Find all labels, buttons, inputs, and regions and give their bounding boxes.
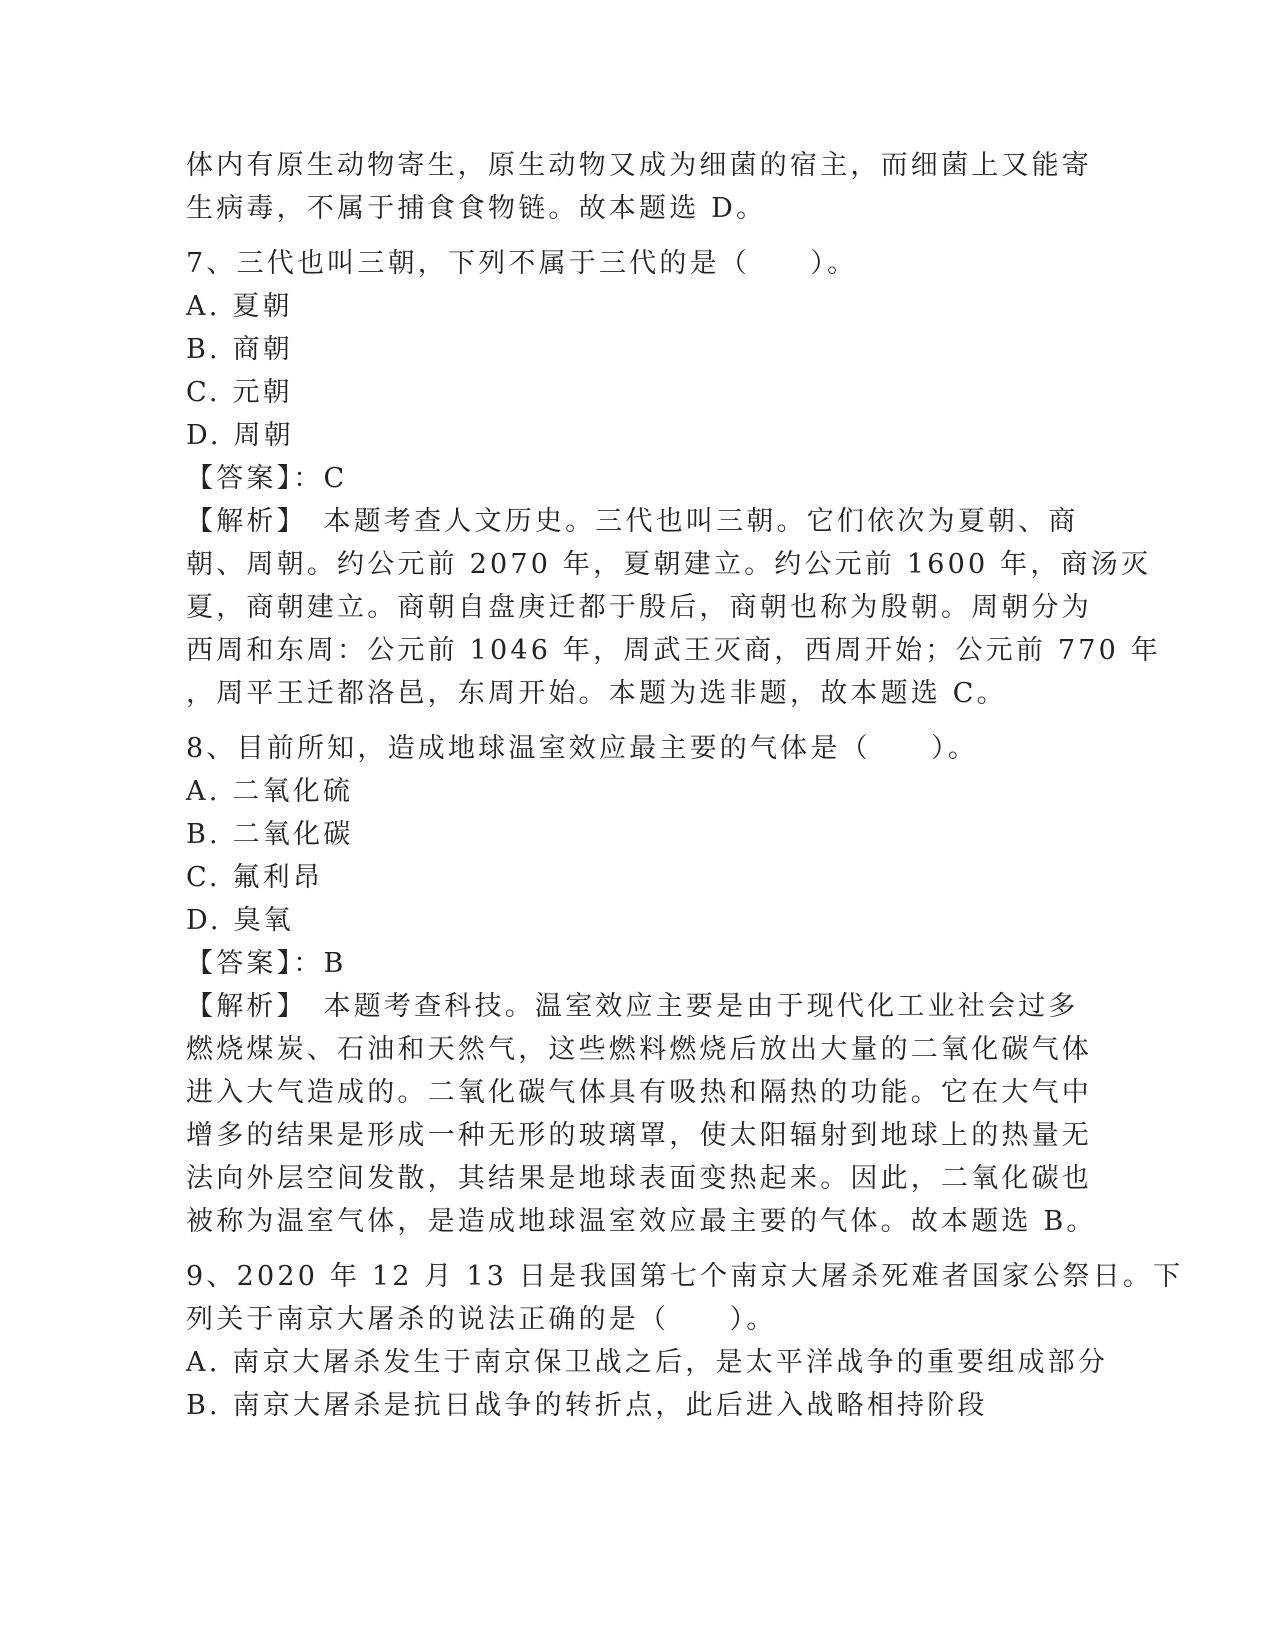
analysis-line: 夏，商朝建立。商朝自盘庚迁都于殷后，商朝也称为殷朝。周朝分为 [186,592,1092,623]
answer-line: 【答案】：B [186,948,347,979]
analysis-line: 增多的结果是形成一种无形的玻璃罩，使太阳辐射到地球上的热量无 [186,1120,1092,1151]
question-8 [186,727,1097,1243]
option-c: C. 氟利昂 [186,862,324,893]
analysis-line: ，周平王迁都洛邑，东周开始。本题为选非题，故本题选 C。 [186,678,1007,709]
option-d: D. 臭氧 [186,905,294,936]
option-a: A. 南京大屠杀发生于南京保卫战之后，是太平洋战争的重要组成部分 [186,1347,1109,1378]
option-b: B. 南京大屠杀是抗日战争的转折点，此后进入战略相持阶段 [186,1390,988,1421]
answer-line: 【答案】：C [186,463,348,494]
previous-analysis-continuation [186,144,1092,230]
analysis [186,985,1097,1243]
question-text: 7、三代也叫三朝，下列不属于三代的是（ ）。 [186,248,858,279]
question-9 [186,1255,1184,1427]
analysis-line: 燃烧煤炭、石油和天然气，这些燃料燃烧后放出大量的二氧化碳气体 [186,1034,1092,1065]
analysis-line: 法向外层空间发散，其结果是地球表面变热起来。因此，二氧化碳也 [186,1163,1092,1194]
question-text: 列关于南京大屠杀的说法正确的是（ ）。 [186,1304,777,1335]
document-page [186,144,1184,1427]
text-line: 生病毒，不属于捕食食物链。故本题选 D。 [186,193,767,224]
option-a: A. 夏朝 [186,291,293,322]
question-7 [186,242,1161,715]
option-d: D. 周朝 [186,420,294,451]
analysis-line: 西周和东周：公元前 1046 年，周武王灭商，西周开始；公元前 770 年 [186,635,1161,666]
question-text: 8、目前所知，造成地球温室效应最主要的气体是（ ）。 [186,733,979,764]
question-text: 9、2020 年 12 月 13 日是我国第七个南京大屠杀死难者国家公祭日。下 [186,1261,1184,1292]
option-a: A. 二氧化硫 [186,776,354,807]
analysis-line: 朝、周朝。约公元前 2070 年，夏朝建立。约公元前 1600 年，商汤灭 [186,549,1152,580]
analysis-line: 【解析】 本题考查人文历史。三代也叫三朝。它们依次为夏朝、商 [186,506,1079,537]
option-b: B. 商朝 [186,334,294,365]
analysis-line: 被称为温室气体，是造成地球温室效应最主要的气体。故本题选 B。 [186,1206,1097,1237]
analysis-line: 【解析】 本题考查科技。温室效应主要是由于现代化工业社会过多 [186,991,1079,1022]
analysis [186,500,1161,715]
option-b: B. 二氧化碳 [186,819,354,850]
analysis-line: 进入大气造成的。二氧化碳气体具有吸热和隔热的功能。它在大气中 [186,1077,1092,1108]
text-line: 体内有原生动物寄生，原生动物又成为细菌的宿主，而细菌上又能寄 [186,150,1092,181]
option-c: C. 元朝 [186,377,293,408]
